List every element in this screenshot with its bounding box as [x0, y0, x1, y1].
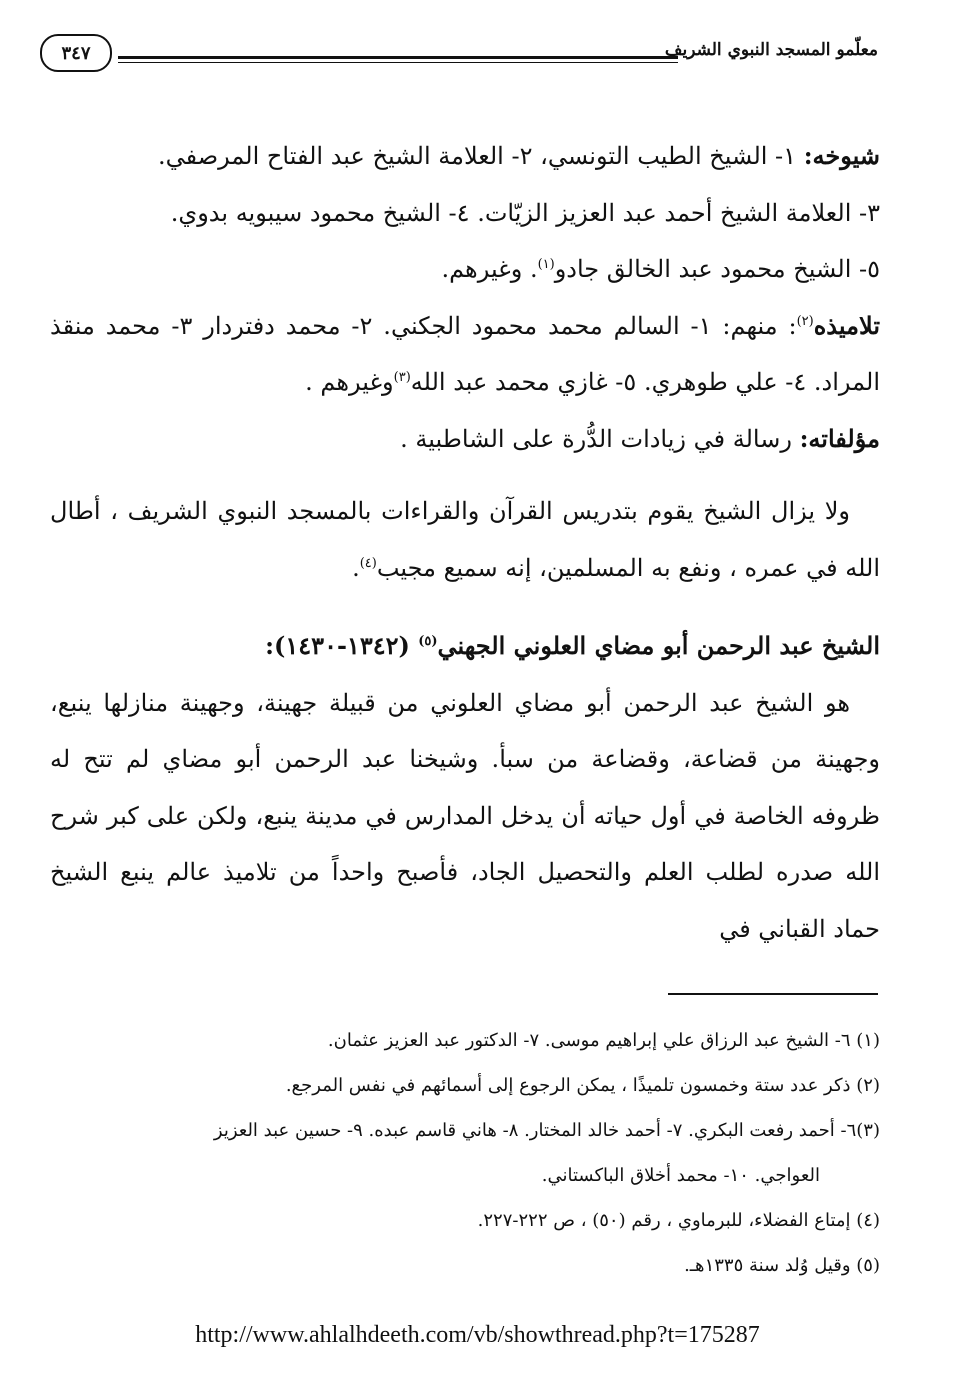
- section-heading-name: الشيخ عبد الرحمن أبو مضاي العلوني الجهني: [437, 631, 880, 660]
- source-url[interactable]: http://www.ahlalhdeeth.com/vb/showthread.php?t=175287: [195, 1322, 760, 1348]
- footnote-5: (٥) وقيل وُلد سنة ١٣٣٥هـ.: [684, 1255, 880, 1276]
- muallafat-label: مؤلفاته:: [799, 423, 880, 453]
- shuyukh-line-1: ١- الشيخ الطيب التونسي، ٢- العلامة الشيخ عبد الفتاح المرصفي.: [158, 142, 804, 170]
- muallafat-text: رسالة في زيادات الدُّرة على الشاطبية .: [400, 424, 800, 453]
- running-title: معلّمو المسجد النبوي الشريف: [664, 40, 878, 60]
- footnote-ref-1[interactable]: (١): [537, 257, 555, 272]
- footnote-1: (١) ٦- الشيخ عبد الرزاق علي إبراهيم موسى. ٧- الدكتور عبد العزيز عثمان.: [327, 1030, 880, 1051]
- shuyukh-line-2: ٣- العلامة الشيخ أحمد عبد العزيز الزيّات. ٤- الشيخ محمود سيبويه بدوي.: [170, 198, 880, 227]
- shuyukh-label: شيوخه:: [803, 141, 880, 170]
- muallafat-paragraph: [50, 411, 880, 468]
- shuyukh-line-3-text: ٥- الشيخ محمود عبد الخالق جادو: [554, 255, 880, 283]
- page-number: ٣٤٧: [40, 34, 112, 72]
- header-rule: [118, 56, 678, 59]
- talamidh-text: : منهم: ١- السالم محمد محمود الجكني. ٢- محمد دفتردار ٣- محمد منقذ المراد. ٤- علي طوهري. ٥- غازي محمد عبد الله: [50, 311, 880, 396]
- section-heading-dates: (١٣٤٢-١٤٣٠):: [265, 631, 419, 660]
- page-header: [40, 34, 878, 74]
- footnote-3-continued: العواجي. ١٠- محمد أخلاق الباكستاني.: [541, 1165, 820, 1186]
- main-text: [50, 128, 880, 957]
- footnote-3: (٣)٦- أحمد رفعت البكري. ٧- أحمد خالد المختار. ٨- هاني قاسم عبده. ٩- حسين عبد العزيز: [213, 1120, 880, 1141]
- shuyukh-line-3-end: . وغيرهم.: [441, 255, 538, 283]
- footnote-ref-2[interactable]: (٢): [796, 313, 814, 329]
- footnote-ref-3[interactable]: (٣): [393, 370, 411, 385]
- footnote-ref-5[interactable]: (٥): [418, 634, 438, 649]
- shuyukh-paragraph: [50, 128, 880, 185]
- footnote-ref-4[interactable]: (٤): [359, 555, 377, 571]
- teaching-paragraph: [50, 483, 880, 596]
- talamidh-text-end: وغيرهم .: [305, 368, 394, 396]
- shuyukh-line-3: [50, 241, 880, 298]
- footnote-2: (٢) ذكر عدد ستة وخمسون تلميذًا ، يمكن الرجوع إلى أسمائهم في نفس المرجع.: [285, 1075, 880, 1096]
- teaching-text: ولا يزال الشيخ يقوم بتدريس القرآن والقراءات بالمسجد النبوي الشريف ، أطال الله في عمره ، ونفع به المسلمين، إنه سميع مجيب: [50, 497, 880, 582]
- talamidh-paragraph: [50, 298, 880, 411]
- footnote-4: (٤) إمتاع الفضلاء، للبرماوي ، رقم (٥٠) ، ص ٢٢٢-٢٢٧.: [477, 1210, 880, 1231]
- footnote-separator: [668, 993, 878, 995]
- talamidh-label: تلاميذه: [813, 310, 881, 340]
- header-rule-thin: [118, 62, 678, 63]
- footnotes: [50, 1018, 880, 1288]
- teaching-text-end: .: [352, 553, 360, 582]
- section-heading: [50, 618, 880, 675]
- biography-paragraph: هو الشيخ عبد الرحمن أبو مضاي العلوني من قبيلة جهينة، وجهينة منازلها ينبع، وجهينة من قضاعة، وقضاعة من سبأ. وشيخنا عبد الرحمن أبو مضاي لم تتح له ظروفه الخاصة في أول حياته أن يدخل المدارس في مدينة ينبع، ولكن على كبر شرح الله صدره لطلب العلم والتحصيل الجاد، فأصبح واحداً من تلاميذ عالم ينبع الشيخ حماد القباني في: [50, 688, 880, 943]
